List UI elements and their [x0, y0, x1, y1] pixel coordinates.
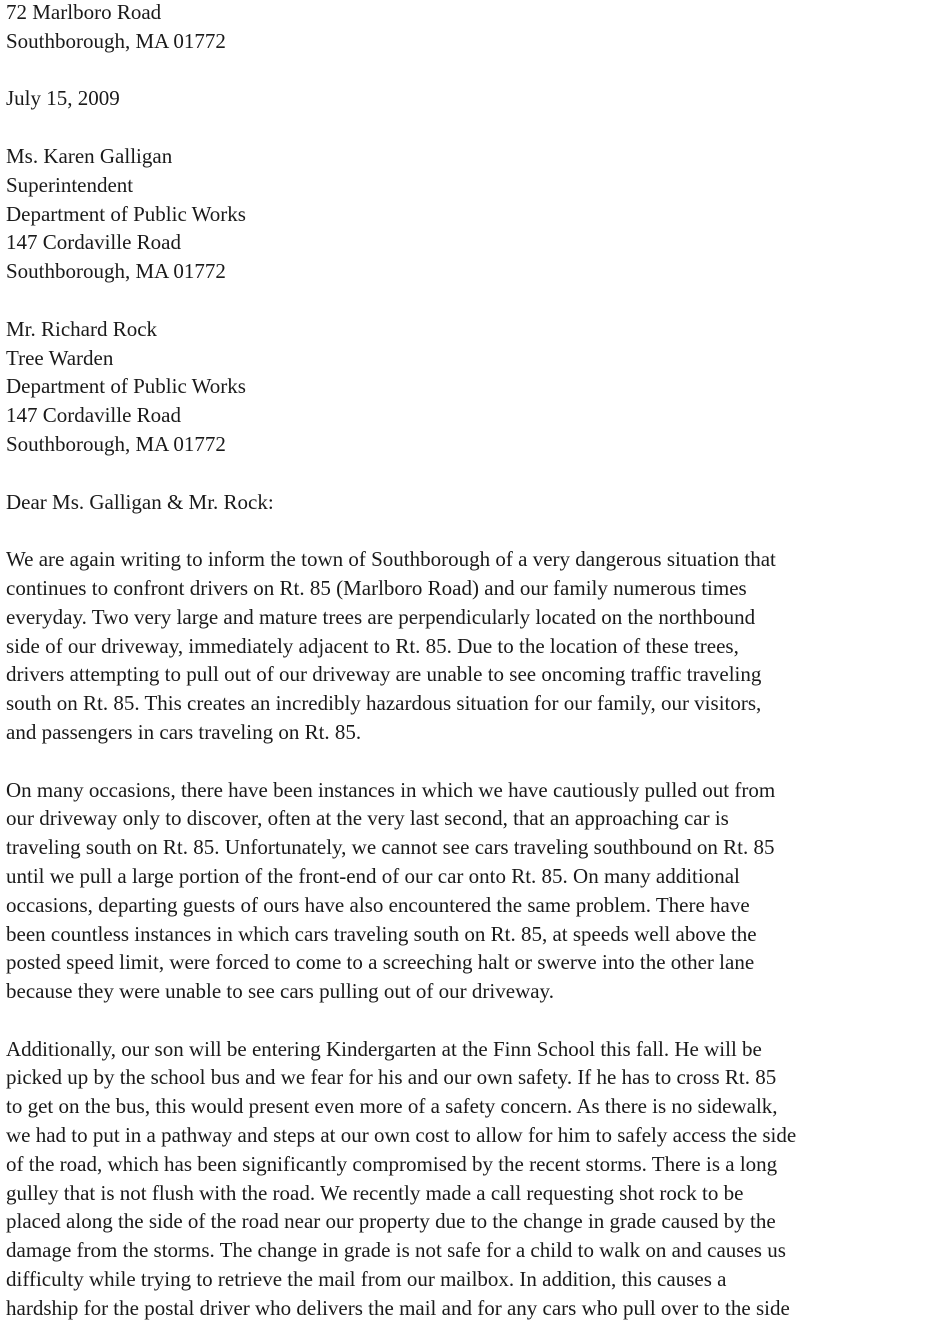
salutation: [6, 488, 943, 517]
recipient-1-line: 147 Cordaville Road: [6, 230, 181, 255]
body-paragraph-1: [6, 545, 943, 747]
paragraph-line: On many occasions, there have been instances in which we have cautiously pulled out from: [6, 777, 776, 802]
paragraph-line: of the road, which has been significantly compromised by the recent storms. There is a long: [6, 1151, 778, 1176]
recipient-2-address: [6, 315, 943, 459]
paragraph-line: difficulty while trying to retrieve the mail from our mailbox. In addition, this causes a: [6, 1267, 727, 1292]
sender-address: [6, 0, 943, 56]
recipient-1-line: Superintendent: [6, 172, 134, 197]
paragraph-line: hardship for the postal driver who delivers the mail and for any cars who pull over to the side: [6, 1295, 790, 1320]
paragraph-line: placed along the side of the road near our property due to the change in grade caused by the: [6, 1209, 776, 1234]
recipient-1-line: Southborough, MA 01772: [6, 259, 226, 284]
recipient-1-address: [6, 142, 943, 286]
paragraph-line: been countless instances in which cars traveling south on Rt. 85, at speeds well above the: [6, 921, 757, 946]
salutation-line: Dear Ms. Galligan & Mr. Rock:: [6, 489, 274, 514]
letter-date: [6, 84, 943, 113]
paragraph-line: occasions, departing guests of ours have also encountered the same problem. There have: [6, 892, 750, 917]
paragraph-line: gulley that is not flush with the road. We recently made a call requesting shot rock to be: [6, 1180, 744, 1205]
paragraph-line: traveling south on Rt. 85. Unfortunately, we cannot see cars traveling southbound on Rt. 85: [6, 835, 775, 860]
paragraph-line: damage from the storms. The change in grade is not safe for a child to walk on and causes us: [6, 1238, 786, 1263]
date-line: July 15, 2009: [6, 86, 120, 111]
paragraph-line: continues to confront drivers on Rt. 85 (Marlboro Road) and our family numerous times: [6, 575, 747, 600]
recipient-2-line: Department of Public Works: [6, 374, 246, 399]
recipient-1-line: Department of Public Works: [6, 201, 246, 226]
paragraph-line: because they were unable to see cars pulling out of our driveway.: [6, 979, 554, 1004]
sender-address-line: 72 Marlboro Road: [6, 0, 162, 24]
paragraph-line: side of our driveway, immediately adjacent to Rt. 85. Due to the location of these trees,: [6, 633, 739, 658]
paragraph-line: We are again writing to inform the town of Southborough of a very dangerous situation that: [6, 547, 776, 572]
paragraph-line: posted speed limit, were forced to come to a screeching halt or swerve into the other lane: [6, 950, 755, 975]
paragraph-line: drivers attempting to pull out of our driveway are unable to see oncoming traffic traveling: [6, 662, 762, 687]
recipient-1-line: Ms. Karen Galligan: [6, 143, 173, 168]
recipient-2-line: Tree Warden: [6, 345, 114, 370]
recipient-2-line: Mr. Richard Rock: [6, 316, 158, 341]
sender-address-line: Southborough, MA 01772: [6, 28, 226, 53]
paragraph-line: south on Rt. 85. This creates an incredibly hazardous situation for our family, our visitors,: [6, 691, 762, 716]
paragraph-line: Additionally, our son will be entering Kindergarten at the Finn School this fall. He will be: [6, 1036, 762, 1061]
paragraph-line: everyday. Two very large and mature trees are perpendicularly located on the northbound: [6, 604, 756, 629]
body-paragraph-2: [6, 776, 943, 1006]
paragraph-line: our driveway only to discover, often at the very last second, that an approaching car is: [6, 806, 729, 831]
paragraph-line: until we pull a large portion of the front-end of our car onto Rt. 85. On many additional: [6, 863, 740, 888]
paragraph-line: and passengers in cars traveling on Rt. 85.: [6, 719, 362, 744]
paragraph-line: picked up by the school bus and we fear for his and our own safety. If he has to cross Rt. 85: [6, 1065, 777, 1090]
paragraph-line: to get on the bus, this would present even more of a safety concern. As there is no sidewalk,: [6, 1094, 778, 1119]
paragraph-line: we had to put in a pathway and steps at our own cost to allow for him to safely access the side: [6, 1123, 797, 1148]
recipient-2-line: Southborough, MA 01772: [6, 431, 226, 456]
body-paragraph-3: [6, 1035, 943, 1323]
recipient-2-line: 147 Cordaville Road: [6, 403, 181, 428]
